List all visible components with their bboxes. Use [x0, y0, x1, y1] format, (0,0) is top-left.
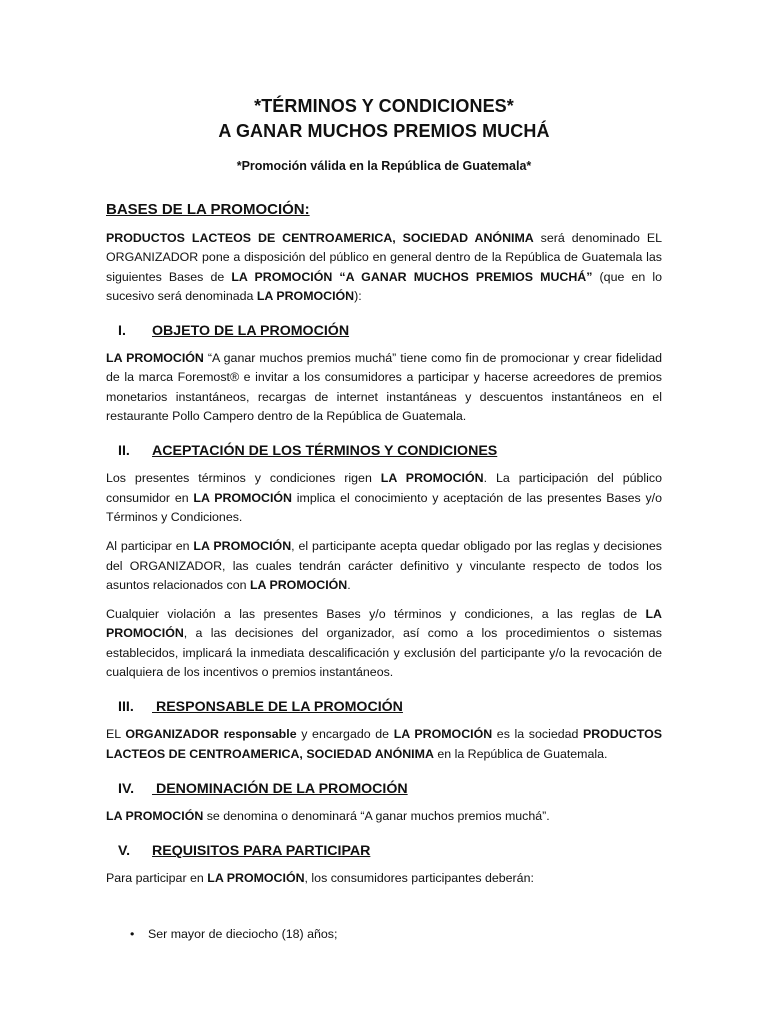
section-heading-aceptacion — [106, 443, 662, 459]
section-number: IV. — [118, 780, 135, 797]
document-title-promo: A GANAR MUCHOS PREMIOS MUCHÁ — [218, 121, 550, 141]
section-title: OBJETO DE LA PROMOCIÓN — [152, 323, 350, 340]
intro-paragraph: PRODUCTOS LACTEOS DE CENTROAMERICA, SOCIEDAD ANÓNIMA será denominado EL ORGANIZADOR pone a disposición del público en general dentro de la República de Guatemala las siguientes Bases de LA PROMOCIÓN “A GANAR MUCHOS PREMIOS MUCHÁ” (que en lo sucesivo será denominada LA PROMOCIÓN): — [106, 231, 662, 303]
document-title: *TÉRMINOS Y CONDICIONES* — [254, 96, 514, 116]
responsable-paragraph: EL ORGANIZADOR responsable y encargado de LA PROMOCIÓN es la sociedad PRODUCTOS LACTEOS DE CENTROAMERICA, SOCIEDAD ANÓNIMA en la República de Guatemala. — [106, 727, 662, 761]
requisitos-paragraph: Para participar en LA PROMOCIÓN, los consumidores participantes deberán: — [106, 871, 534, 886]
section-number: I. — [118, 323, 126, 340]
section-title: RESPONSABLE DE LA PROMOCIÓN — [152, 699, 403, 716]
section-number: II. — [118, 443, 130, 460]
section-number: V. — [118, 843, 131, 860]
document-subtitle: *Promoción válida en la República de Guatemala* — [236, 159, 532, 173]
section-number: III. — [118, 699, 134, 716]
section-heading-denominacion — [106, 781, 662, 797]
section-heading-responsable — [106, 699, 662, 715]
bullet-icon: • — [130, 926, 135, 941]
aceptacion-paragraph-2: Al participar en LA PROMOCIÓN, el participante acepta quedar obligado por las reglas y decisiones del ORGANIZADOR, las cuales tendrán carácter definitivo y vinculante respecto de todos los asuntos relacionados con LA PROMOCIÓN. — [106, 539, 662, 592]
company-name: PRODUCTOS LACTEOS DE CENTROAMERICA, SOCIEDAD ANÓNIMA — [106, 231, 534, 245]
aceptacion-paragraph-1: Los presentes términos y condiciones rigen LA PROMOCIÓN. La participación del público consumidor en LA PROMOCIÓN implica el conocimiento y aceptación de las presentes Bases y/o Términos y Condiciones. — [106, 471, 663, 524]
requisitos-list — [106, 927, 662, 941]
list-item-text: Ser mayor de dieciocho (18) años; — [148, 926, 338, 941]
objeto-paragraph: LA PROMOCIÓN “A ganar muchos premios muchá” tiene como fin de promocionar y crear fidelidad de la marca Foremost® e invitar a los consumidores a participar y hacerse acreedores de premios monetarios instantáneos, recargas de internet instantáneas y descuentos instantáneos en el restaurante Pollo Campero dentro de la República de Guatemala. — [106, 351, 662, 424]
aceptacion-paragraph-3: Cualquier violación a las presentes Bases y/o términos y condiciones, a las reglas de LA PROMOCIÓN, a las decisiones del organizador, así como a los procedimientos o sistemas establecidos, implicará la inmediata descalificación y exclusión del participante y/o la revocación de cualquiera de los incentivos o premios instantáneos. — [106, 607, 662, 680]
list-item — [106, 927, 662, 941]
section-heading-requisitos — [106, 843, 662, 859]
section-title: ACEPTACIÓN DE LOS TÉRMINOS Y CONDICIONES — [152, 443, 498, 460]
section-title: REQUISITOS PARA PARTICIPAR — [152, 843, 371, 860]
section-heading-objeto — [106, 323, 662, 339]
bases-heading: BASES DE LA PROMOCIÓN: — [106, 201, 310, 218]
section-title: DENOMINACIÓN DE LA PROMOCIÓN — [152, 780, 408, 797]
denominacion-paragraph: LA PROMOCIÓN se denomina o denominará “A ganar muchos premios muchá”. — [106, 808, 550, 823]
